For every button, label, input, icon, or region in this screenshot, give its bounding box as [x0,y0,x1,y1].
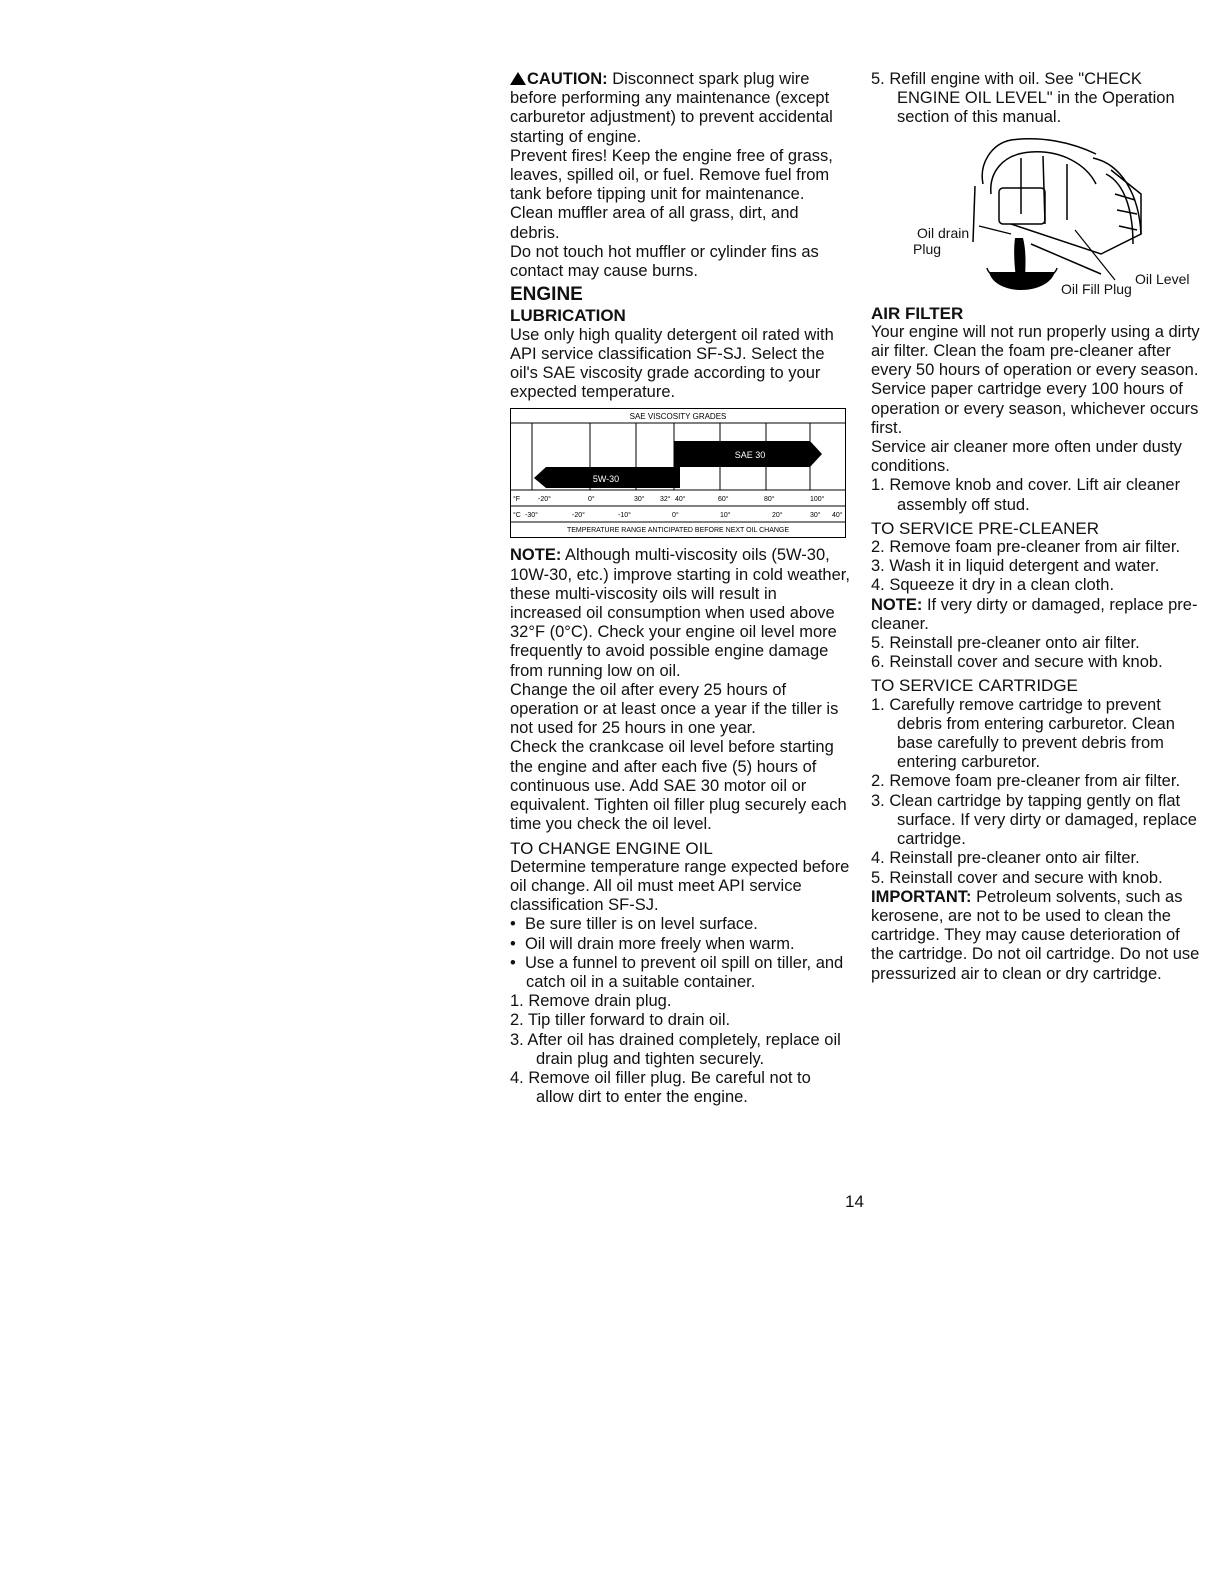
step-item: 4. Squeeze it dry in a clean cloth. [871,576,1115,595]
note-paragraph [510,546,850,680]
oil-level-label: Oil Level [1135,270,1190,287]
bullet-item: • Be sure tiller is on level surface. [510,915,758,934]
5w30-label: 5W-30 [592,474,620,485]
step-item: 1. Carefully remove cartridge to prevent debris from entering carburetor. Clean base carefully to prevent debris from entering carburetor. [871,695,1175,772]
step-item: 2. Remove foam pre-cleaner from air filter. [871,772,1181,791]
oil-drain-figure [871,134,1206,297]
engine-heading: ENGINE [510,284,583,306]
step-item: 4. Reinstall pre-cleaner onto air filter. [871,849,1140,868]
note-text: If very dirty or damaged, replace pre-cleaner. [871,595,1198,633]
f-tick: 40° [675,496,686,504]
c-tick: 30° [810,512,821,520]
chart-title: SAE VISCOSITY GRADES [629,412,727,422]
oil-drain-label: Oil drain [917,224,970,241]
step-item: 3. After oil has drained completely, replace oil drain plug and tighten securely. [510,1030,841,1068]
f-tick: -20° [538,496,551,504]
change-oil-heading: TO CHANGE ENGINE OIL [510,838,713,858]
f-tick: 0° [588,496,595,504]
f-tick: 100° [810,496,825,504]
f-tick: 32° [660,496,671,504]
f-tick: 60° [718,496,729,504]
caution-label: CAUTION: [527,70,608,88]
engine-illustration [871,134,1206,292]
celsius-unit: °C [513,512,521,520]
note-text: Although multi-viscosity oils (5W-30, 10W-30, etc.) improve starting in cold weather, these multi-viscosity oils will result in increased oil consumption when used above 32°F (0°C). Check your engine oil level more frequently to avoid possible engine damage from running low on oil. [510,546,850,680]
important-label: IMPORTANT: [871,887,972,906]
c-tick: 10° [720,512,731,520]
step-item: 1. Remove knob and cover. Lift air cleaner assembly off stud. [871,476,1181,514]
step-item: 2. Tip tiller forward to drain oil. [510,1011,731,1030]
c-tick: -10° [618,512,631,520]
air-filter-heading: AIR FILTER [871,303,964,323]
important-paragraph [871,888,1206,984]
step-item: 4. Remove oil filler plug. Be careful not to allow dirt to enter the engine. [510,1068,811,1107]
fahrenheit-unit: °F [513,496,521,504]
note-label: NOTE: [871,595,923,614]
oil-fill-plug-label: Oil Fill Plug [1061,280,1132,297]
c-tick: -20° [572,512,585,520]
cartridge-heading: TO SERVICE CARTRIDGE [871,676,1078,696]
check-oil-text: Check the crankcase oil level before starting the engine and after each five (5) hours of continuous use. Add SAE 30 motor oil or equivalent. Tighten oil filler plug securely each time you check the oil level. [510,738,847,834]
change-oil-interval-text: Change the oil after every 25 hours of operation or at least once a year if the tiller is not used for 25 hours in one year. [510,680,839,738]
viscosity-chart [510,408,850,538]
burn-warning-text: Do not touch hot muffler or cylinder fins as contact may cause burns. [510,242,819,281]
right-column [871,70,1206,984]
left-column [510,70,850,1107]
step-item: 6. Reinstall cover and secure with knob. [871,653,1163,672]
c-tick: -30° [525,512,538,520]
page-number: 14 [845,1192,864,1211]
precleaner-note [871,596,1206,634]
precleaner-heading: TO SERVICE PRE-CLEANER [871,518,1099,538]
step-item: 5. Reinstall pre-cleaner onto air filter. [871,634,1140,653]
fire-warning-text: Prevent fires! Keep the engine free of grass, leaves, spilled oil, or fuel. Remove fuel from tank before tipping unit for maintenance. Clean muffler area of all grass, dirt, and debris. [510,146,833,242]
f-tick: 30° [634,496,645,504]
sae30-label: SAE 30 [734,450,766,461]
important-text: Petroleum solvents, such as kerosene, are not to be used to clean the cartridge. They may cause deterioration of the cartridge. Do not oil cartridge. Do not use pressurized air to clean or dry cartridge. [871,887,1200,983]
step-item: 2. Remove foam pre-cleaner from air filter. [871,538,1181,557]
note-label: NOTE: [510,546,562,565]
refill-step: 5. Refill engine with oil. See "CHECK ENGINE OIL LEVEL" in the Operation section of this manual. [871,70,1175,127]
c-tick: 20° [772,512,783,520]
caution-paragraph [510,70,850,147]
f-tick: 80° [764,496,775,504]
c-tick: 40° [832,512,843,520]
warning-triangle-icon [510,72,526,85]
change-oil-text: Determine temperature range expected before oil change. All oil must meet API service classification SF-SJ. [510,857,850,915]
dusty-conditions-text: Service air cleaner more often under dusty conditions. [871,438,1182,476]
bullet-item: • Oil will drain more freely when warm. [510,934,795,953]
air-filter-text: Your engine will not run properly using a dirty air filter. Clean the foam pre-cleaner after every 50 hours of operation or every season. Service paper cartridge every 100 hours of operation or every season, whichever occurs first. [871,322,1200,437]
lubrication-text: Use only high quality detergent oil rated with API service classification SF-SJ. Select the oil's SAE viscosity grade according to your expected temperature. [510,325,834,402]
step-item: 5. Reinstall cover and secure with knob. [871,868,1163,887]
step-item: 1. Remove drain plug. [510,992,672,1011]
chart-footer: TEMPERATURE RANGE ANTICIPATED BEFORE NEXT OIL CHANGE [566,527,790,535]
step-item: 3. Wash it in liquid detergent and water. [871,557,1160,576]
lubrication-heading: LUBRICATION [510,306,626,326]
step-item: 3. Clean cartridge by tapping gently on flat surface. If very dirty or damaged, replace cartridge. [871,791,1197,849]
caution-text: Disconnect spark plug wire before performing any maintenance (except carburetor adjustment) to prevent accidental starting of engine. [510,70,833,146]
plug-label: Plug [913,240,942,257]
bullet-item: • Use a funnel to prevent oil spill on tiller, and catch oil in a suitable container. [510,953,844,991]
c-tick: 0° [672,512,679,520]
